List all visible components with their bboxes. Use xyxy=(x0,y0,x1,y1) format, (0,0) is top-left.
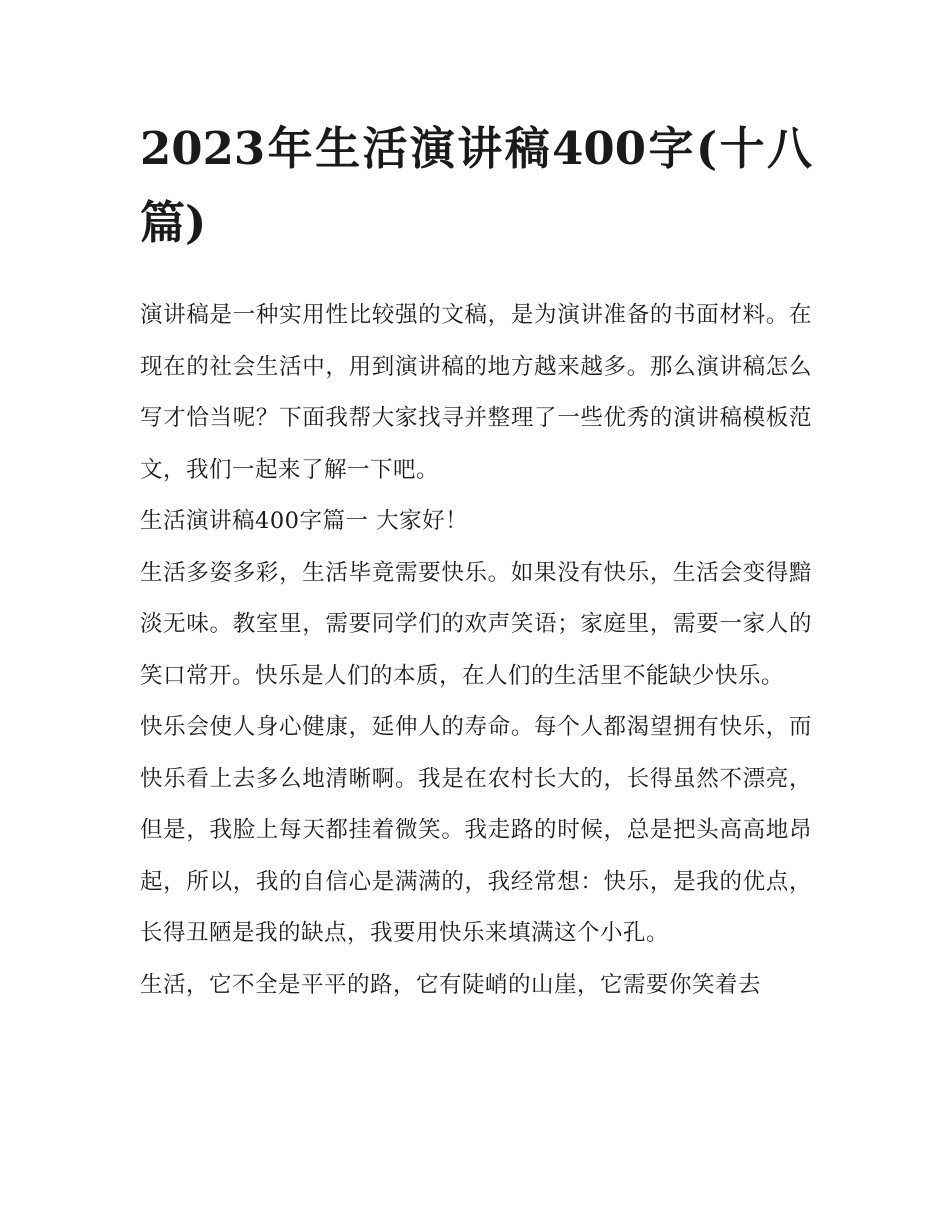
body-paragraph: 生活多姿多彩，生活毕竟需要快乐。如果没有快乐，生活会变得黯淡无味。教室里，需要同学们的欢声笑语；家庭里，需要一家人的笑口常开。快乐是人们的本质，在人们的生活里不能缺少快乐。 xyxy=(140,559,812,689)
body-paragraph: 快乐会使人身心健康，延伸人的寿命。每个人都渴望拥有快乐，而快乐看上去多么地清晰啊。我是在农村长大的，长得虽然不漂亮，但是，我脸上每天都挂着微笑。我走路的时候，总是把头高高地昂起，所以，我的自信心是满满的，我经常想：快乐，是我的优点，长得丑陋是我的缺点，我要用快乐来填满这个小孔。 xyxy=(140,714,812,946)
body-paragraph: 生活，它不全是平平的路，它有陡峭的山崖，它需要你笑着去 xyxy=(140,971,762,998)
document-content xyxy=(140,112,812,1011)
section-heading-paragraph: 生活演讲稿400字篇一 大家好！ xyxy=(140,508,469,534)
intro-paragraph: 演讲稿是一种实用性比较强的文稿，是为演讲准备的书面材料。在现在的社会生活中，用到演讲稿的地方越来越多。那么演讲稿怎么写才恰当呢？下面我帮大家找寻并整理了一些优秀的演讲稿模板范文，我们一起来了解一下吧。 xyxy=(140,302,812,483)
document-title: 2023年生活演讲稿400字(十八篇) xyxy=(140,122,812,249)
